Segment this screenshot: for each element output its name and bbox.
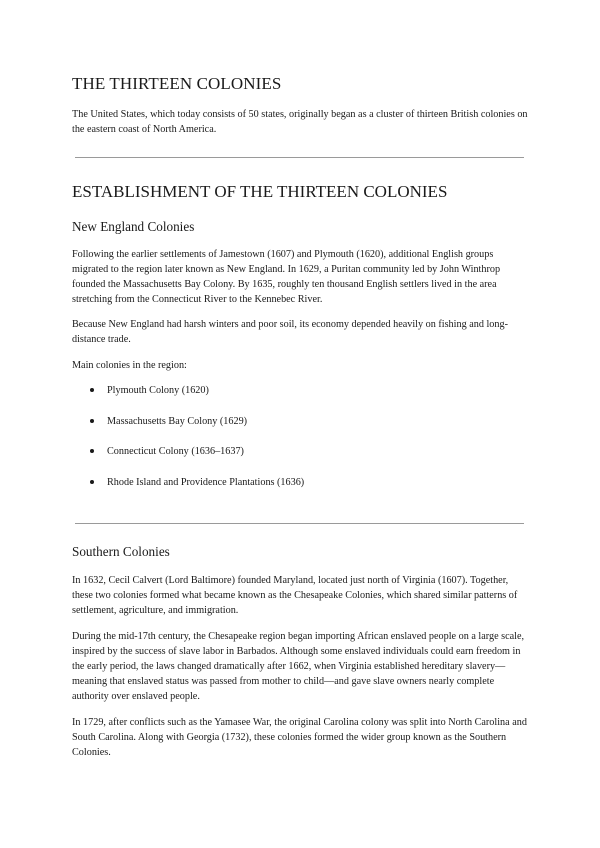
southern-paragraph-3: In 1729, after conflicts such as the Yamasee War, the original Carolina colony was split into North Carolina and South Carolina. Along with Georgia (1732), these colonies formed the wider group known as the Southern Colonies. — [72, 717, 527, 758]
bullet-icon — [90, 449, 94, 453]
main-colonies-label: Main colonies in the region: — [72, 360, 187, 371]
section-divider — [75, 523, 524, 524]
bullet-icon — [90, 419, 94, 423]
new-england-paragraph-2: Because New England had harsh winters and poor soil, its economy depended heavily on fishing and long-distance trade. — [72, 319, 508, 345]
establishment-heading: ESTABLISHMENT OF THE THIRTEEN COLONIES — [72, 182, 448, 201]
new-england-heading: New England Colonies — [72, 219, 195, 234]
intro-paragraph: The United States, which today consists of 50 states, originally began as a cluster of thirteen British colonies on the eastern coast of North America. — [72, 109, 528, 135]
colony-list — [72, 383, 304, 506]
list-item-label: Connecticut Colony (1636–1637) — [107, 446, 244, 458]
list-item — [72, 383, 304, 414]
list-item — [72, 475, 304, 506]
southern-paragraph-2: During the mid-17th century, the Chesapeake region began importing African enslaved people on a large scale, inspired by the success of slave labor in Barbados. Although some enslaved individuals could earn freedom in the early period, the laws changed dramatically after 1662, when Virginia established hereditary slavery—meaning that enslaved status was passed from mother to child—and gave slave owners nearly complete authority over enslaved people. — [72, 631, 525, 702]
bullet-icon — [90, 480, 94, 484]
list-item-label: Plymouth Colony (1620) — [107, 385, 209, 396]
list-item — [72, 444, 304, 475]
list-item-label: Massachusetts Bay Colony (1629) — [107, 415, 248, 427]
list-item-label: Rhode Island and Providence Plantations (1636) — [107, 477, 305, 489]
section-divider — [75, 157, 524, 158]
new-england-paragraph-1: Following the earlier settlements of Jamestown (1607) and Plymouth (1620), additional English groups migrated to the region later known as New England. In 1629, a Puritan community led by John Winthrop founded the Massachusetts Bay Colony. By 1635, roughly ten thousand English settlers lived in the area stretching from the Connecticut River to the Kennebec River. — [72, 249, 501, 305]
southern-paragraph-1: In 1632, Cecil Calvert (Lord Baltimore) founded Maryland, located just north of Virginia (1607). Together, these two colonies formed what became known as the Chesapeake Colonies, which shared similar patterns of settlement, agriculture, and immigration. — [72, 575, 518, 616]
list-item — [72, 414, 304, 445]
bullet-icon — [90, 388, 94, 392]
page-title: THE THIRTEEN COLONIES — [72, 74, 282, 93]
southern-heading: Southern Colonies — [72, 544, 170, 559]
